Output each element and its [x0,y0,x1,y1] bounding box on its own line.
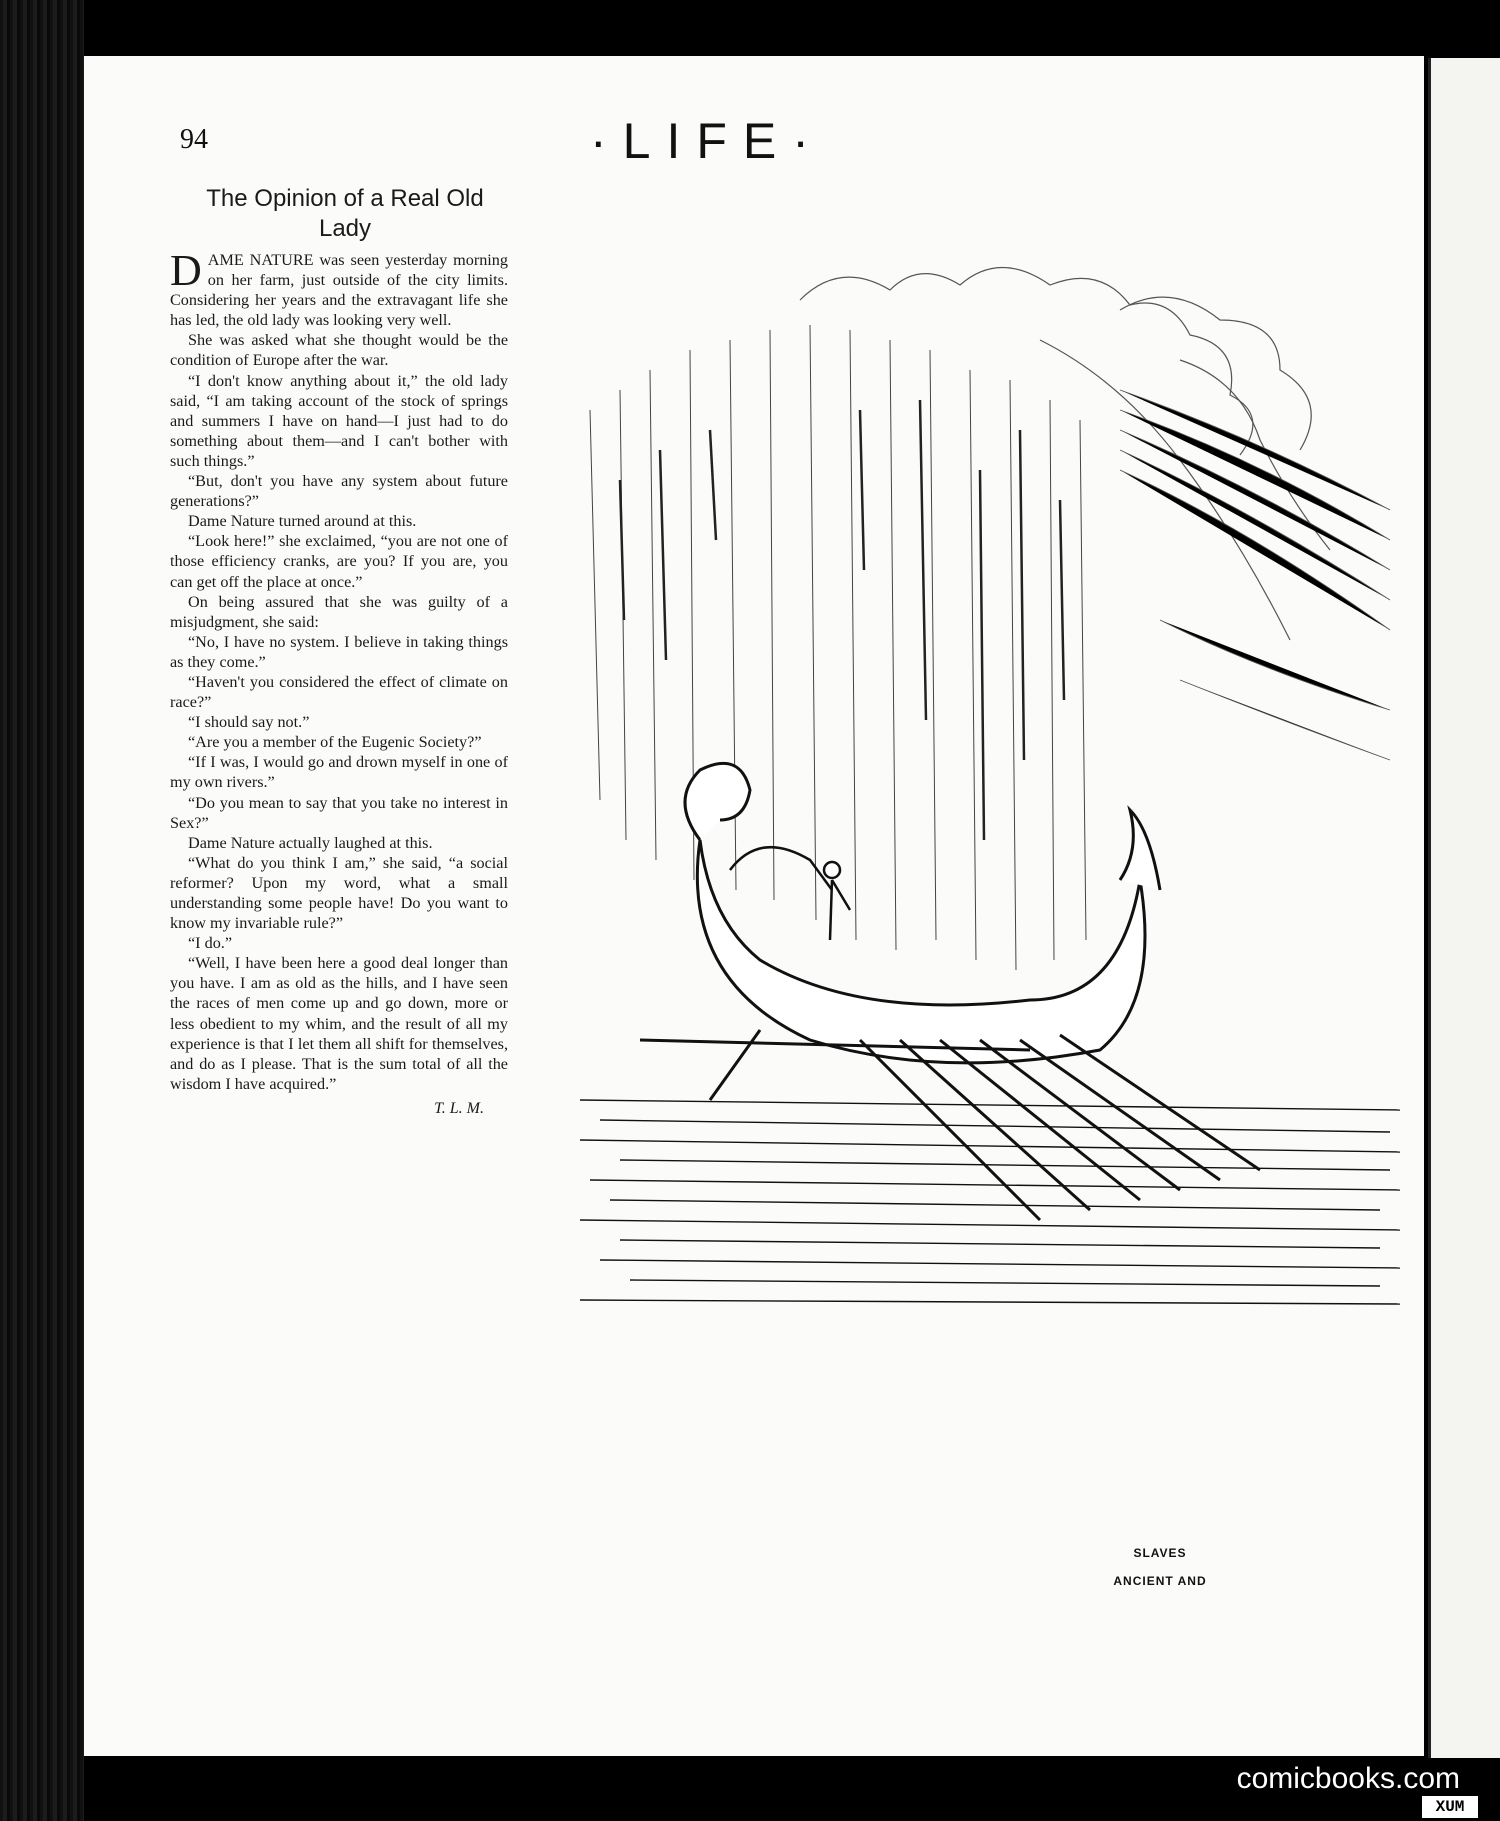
article-paragraph: “What do you think I am,” she said, “a social reformer? Upon my word, what a small understanding some people have! Do you want to know my invariable rule?” [170,853,508,933]
author-signature: T. L. M. [434,1099,484,1117]
cliff-shading [620,400,1064,840]
drop-cap: D [170,246,202,295]
article-paragraph: “Do you mean to say that you take no interest in Sex?” [170,793,508,832]
galley-illustration [560,240,1420,1320]
article-paragraph: She was asked what she thought would be the condition of Europe after the war. [170,331,508,370]
article-paragraph: Dame Nature actually laughed at this. [188,833,433,852]
cloud-scribbles [800,268,1330,641]
article-paragraph: DAME NATURE was seen yesterday morning on her farm, just outside of the city limits. Considering her years and the extravagant life she has led, the old lady was looking very well. [170,246,508,330]
article-title: The Opinion of a Real Old Lady [206,185,484,242]
article-paragraph: “I should say not.” [188,713,310,732]
article-column [170,184,508,1118]
article-paragraph: “I don't know anything about it,” the old lady said, “I am taking account of the stock of springs and summers I have on hand—I just had to do something about them—and I can't bother with such things.” [170,371,508,470]
article-paragraph: Dame Nature turned around at this. [188,512,417,531]
article-paragraph: On being assured that she was guilty of a misjudgment, she said: [170,592,508,631]
page-number: 94 [180,124,208,155]
article-paragraph: “No, I have no system. I believe in taking things as they come.” [170,632,508,671]
article-paragraph: “If I was, I would go and drown myself in one of my own rivers.” [170,753,508,792]
adjacent-page-edge [1428,58,1500,1758]
article-paragraph: “I do.” [188,934,233,953]
article-paragraph: “Look here!” she exclaimed, “you are not one of those efficiency cranks, are you? If you are, you can get off the place at once.” [170,532,508,591]
site-watermark: comicbooks.com [1236,1762,1460,1795]
illustration-caption: SLAVES [1133,1546,1187,1560]
illustration-caption-subtitle: ANCIENT AND [1113,1574,1207,1588]
water-hatching [580,1100,1400,1304]
masthead-title: ·LIFE· [590,113,825,169]
article-paragraph: “Are you a member of the Eugenic Society?” [188,733,482,752]
article-paragraph: “But, don't you have any system about future generations?” [170,472,508,511]
scanner-badge: XUM [1422,1796,1478,1818]
scan-edge-left [0,0,84,1821]
article-paragraph: “Well, I have been here a good deal longer than you have. I am as old as the hills, and I have seen the races of men come up and go down, more or less obedient to my whim, and the result of all my experience is that I let them all shift for themselves, and do as I please. That is the sum total of all the wisdom I have acquired.” [170,954,508,1093]
article-paragraph: “Haven't you considered the effect of climate on race?” [170,672,508,712]
slave-driver-figure [730,847,850,940]
galley-ship [640,763,1160,1063]
